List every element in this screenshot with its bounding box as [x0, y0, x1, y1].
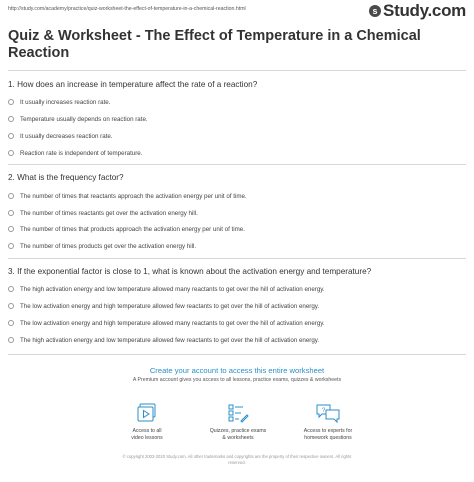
answer-option[interactable]: [8, 208, 198, 218]
video-lessons-icon: [136, 402, 158, 424]
answer-option-text: The number of times products get over the activation energy hill.: [20, 242, 197, 250]
page-header: [0, 0, 474, 22]
answer-option-text: It usually decreases reaction rate.: [20, 132, 113, 140]
answer-option[interactable]: [8, 191, 247, 201]
answer-option[interactable]: [8, 97, 110, 107]
answer-option-text: The number of times that reactants approach the activation energy per unit of time.: [20, 192, 247, 200]
radio-button[interactable]: [8, 116, 14, 122]
signup-cta: [100, 366, 374, 383]
quiz-checklist-icon: [227, 402, 249, 424]
copyright-footer: [60, 454, 414, 466]
answer-option[interactable]: [8, 148, 142, 158]
expert-chat-icon: [315, 402, 341, 424]
question-1: 1. How does an increase in temperature affect the rate of a reaction?: [8, 80, 258, 89]
study-logo[interactable]: [369, 1, 466, 21]
answer-option-text: Temperature usually depends on reaction rate.: [20, 115, 148, 123]
study-logo-mark-icon: s: [369, 5, 381, 17]
answer-option-text: The high activation energy and low temperature allowed few reactants to get over the hill of activation energy.: [20, 336, 320, 344]
divider: [8, 354, 466, 355]
feature-label-line: Access to experts for: [303, 428, 353, 434]
question-3: 3. If the exponential factor is close to 1, what is known about the activation energy and temperature?: [8, 267, 372, 276]
radio-button[interactable]: [8, 150, 14, 156]
radio-button[interactable]: [8, 303, 14, 309]
feature-video-lessons: [107, 402, 187, 441]
copyright-line: © copyright 2003-2020 Study.com. All other trademarks and copyrights are the property of their respective owners. All rights: [122, 454, 352, 459]
divider: [8, 164, 466, 165]
answer-option-text: The high activation energy and low temperature allowed many reactants to get over the hill of activation energy.: [20, 285, 325, 293]
page-title: Quiz & Worksheet - The Effect of Temperature in a Chemical Reaction: [8, 28, 421, 61]
svg-text:?: ?: [321, 408, 326, 414]
radio-button[interactable]: [8, 193, 14, 199]
feature-label: [198, 428, 278, 441]
study-logo-text: Study.com: [383, 1, 466, 20]
feature-label-line: Quizzes, practice exams: [209, 428, 267, 434]
answer-option-text: The number of times that products approach the activation energy per unit of time.: [20, 225, 245, 233]
feature-label-line: video lessons: [131, 434, 163, 441]
radio-button[interactable]: [8, 99, 14, 105]
feature-experts: [288, 402, 368, 441]
radio-button[interactable]: [8, 133, 14, 139]
feature-quizzes: [198, 402, 278, 441]
answer-option[interactable]: [8, 241, 196, 251]
question-2: 2. What is the frequency factor?: [8, 173, 124, 182]
radio-button[interactable]: [8, 226, 14, 232]
feature-label-line: Access to all: [132, 428, 162, 434]
feature-label-line: & worksheets: [222, 434, 254, 441]
answer-option[interactable]: [8, 335, 319, 345]
divider: [8, 70, 466, 71]
answer-option-text: The low activation energy and high temperature allowed few reactants to get over the hill of activation energy.: [20, 302, 320, 310]
answer-option[interactable]: [8, 131, 113, 141]
answer-option[interactable]: [8, 284, 325, 294]
source-url: http://study.com/academy/practice/quiz-worksheet-the-effect-of-temperature-in-a-chemical-reaction.html: [8, 6, 246, 12]
radio-button[interactable]: [8, 337, 14, 343]
answer-option-text: The number of times reactants get over the activation energy hill.: [20, 209, 198, 217]
divider: [8, 258, 466, 259]
answer-option-text: The low activation energy and high temperature allowed many reactants to get over the hill of activation energy.: [20, 319, 325, 327]
radio-button[interactable]: [8, 320, 14, 326]
answer-option[interactable]: [8, 301, 319, 311]
radio-button[interactable]: [8, 210, 14, 216]
feature-label-line: homework questions: [304, 434, 352, 441]
answer-option-text: It usually increases reaction rate.: [20, 98, 111, 106]
radio-button[interactable]: [8, 286, 14, 292]
answer-option-text: Reaction rate is independent of temperature.: [20, 149, 143, 157]
copyright-line: reserved.: [228, 460, 246, 465]
cta-subtitle: A Premium account gives you access to all lessons, practice exams, quizzes & worksheets: [132, 377, 342, 383]
answer-option[interactable]: [8, 114, 148, 124]
feature-label: [288, 428, 368, 441]
cta-title-link[interactable]: Create your account to access this entire worksheet: [149, 366, 325, 375]
feature-label: [107, 428, 187, 441]
radio-button[interactable]: [8, 243, 14, 249]
answer-option[interactable]: [8, 224, 245, 234]
answer-option[interactable]: [8, 318, 325, 328]
